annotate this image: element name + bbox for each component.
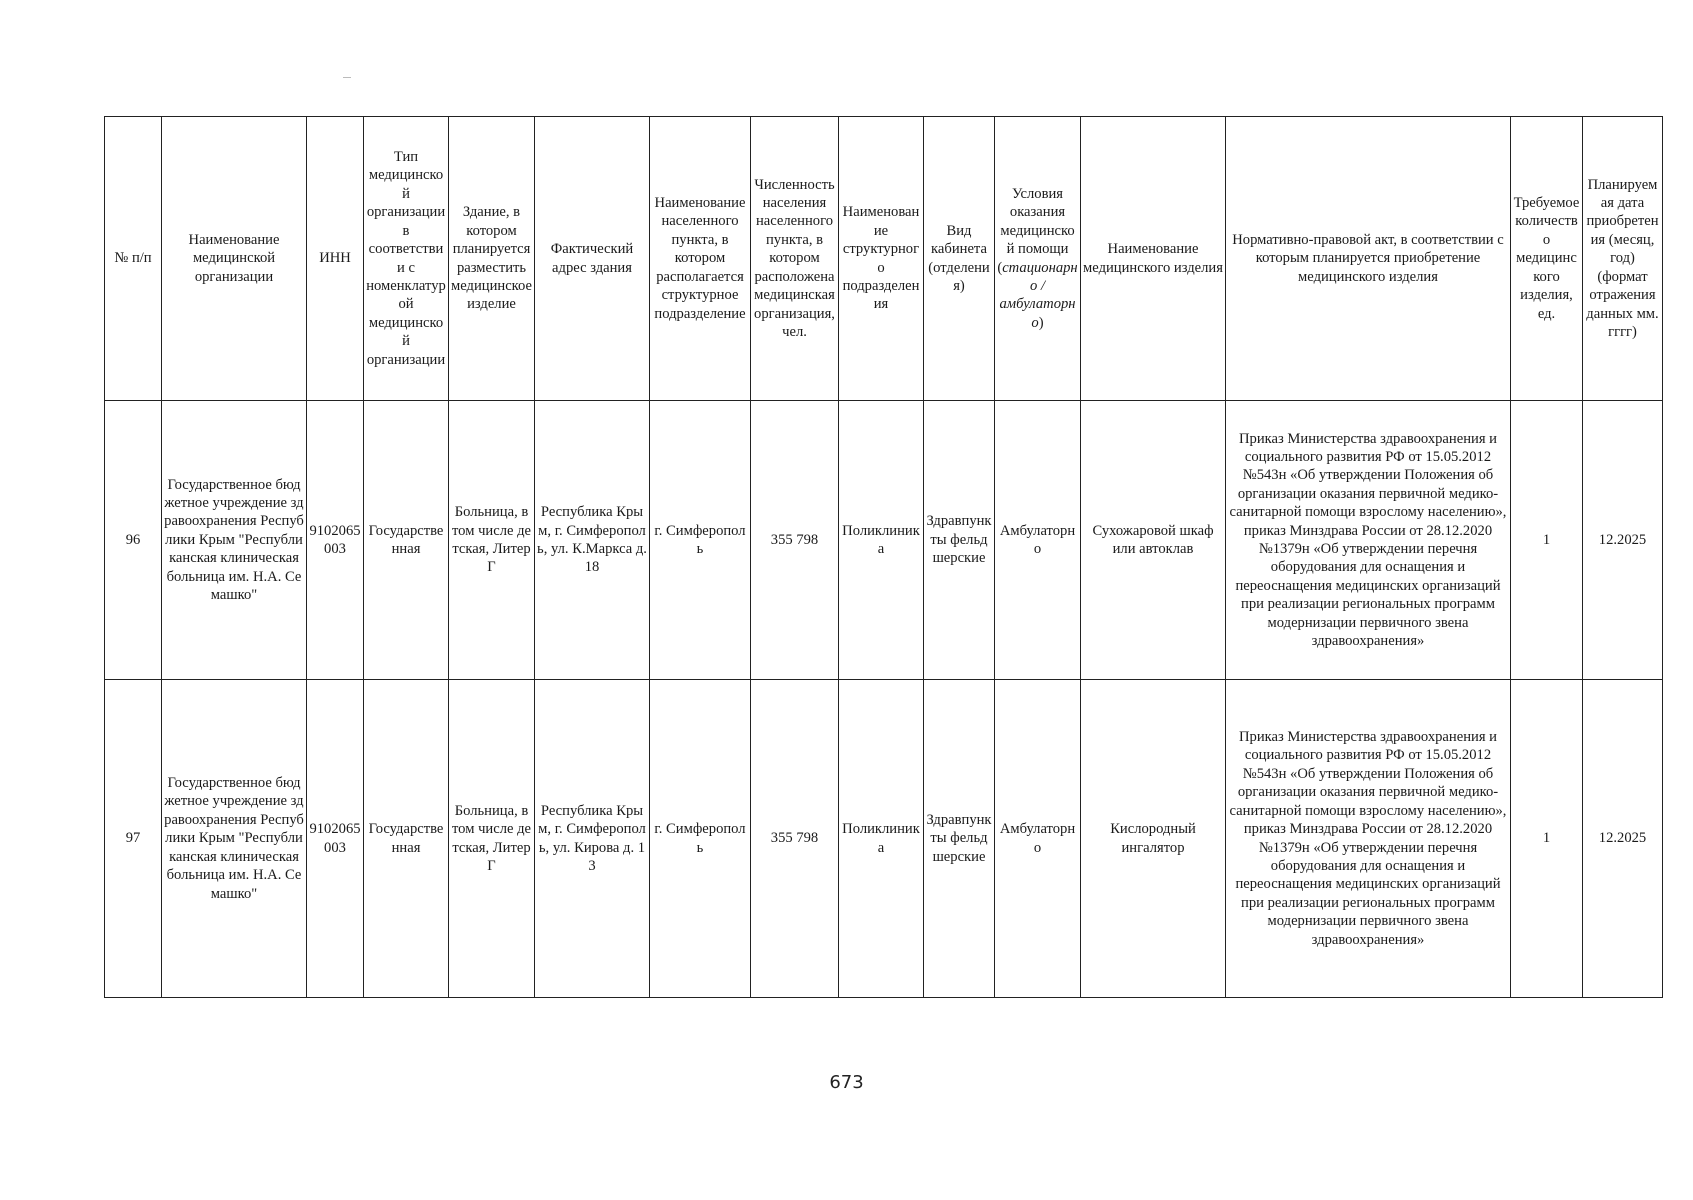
cell-address: Республика Крым, г. Симферополь, ул. К.Маркса д.18	[535, 401, 650, 680]
cell-subdivision: Поликлиника	[839, 401, 924, 680]
cell-date: 12.2025	[1583, 680, 1663, 998]
cell-settlement: г. Симферополь	[650, 401, 751, 680]
cell-device: Сухожаровой шкаф или автоклав	[1081, 401, 1226, 680]
cell-quantity: 1	[1511, 401, 1583, 680]
header-conditions	[995, 117, 1081, 401]
header-device: Наименование медицинского изделия	[1081, 117, 1226, 401]
cell-org-type: Государственная	[364, 680, 449, 998]
cell-address: Республика Крым, г. Симферополь, ул. Кирова д. 13	[535, 680, 650, 998]
header-conditions-italic: стационарно / амбулаторно	[999, 259, 1078, 331]
cell-org-name: Государственное бюджетное учреждение здравоохранения Республики Крым "Республиканская клиническая больница им. Н.А. Семашко"	[162, 401, 307, 680]
cell-cabinet: Здравпункты фельдшерские	[924, 680, 995, 998]
cell-cabinet: Здравпункты фельдшерские	[924, 401, 995, 680]
cell-building: Больница, в том числе детская, Литер Г	[449, 401, 535, 680]
header-org-type: Тип медицинской организации в соответствии с номенклатурой медицинской организации	[364, 117, 449, 401]
cell-org-type: Государственная	[364, 401, 449, 680]
cell-conditions: Амбулаторно	[995, 680, 1081, 998]
header-inn: ИНН	[307, 117, 364, 401]
header-num: № п/п	[105, 117, 162, 401]
cell-legal-act: Приказ Министерства здравоохранения и социального развития РФ от 15.05.2012 №543н «Об утверждении Положения об организации оказания первичной медико-санитарной помощи взрослому населению», приказ Минздрава России от 28.12.2020 №1379н «Об утверждении перечня оборудования для оснащения и переоснащения медицинских организаций при реализации региональных программ модернизации первичного звена здравоохранения»	[1226, 401, 1511, 680]
header-quantity: Требуемое количество медицинского изделия, ед.	[1511, 117, 1583, 401]
header-date: Планируемая дата приобретения (месяц, год) (формат отражения данных мм. гггг)	[1583, 117, 1663, 401]
cell-settlement: г. Симферополь	[650, 680, 751, 998]
header-conditions-post: )	[1038, 314, 1044, 331]
cell-device: Кислородный ингалятор	[1081, 680, 1226, 998]
cell-conditions: Амбулаторно	[995, 401, 1081, 680]
header-settlement: Наименование населенного пункта, в котором располагается структурное подразделение	[650, 117, 751, 401]
medical-equipment-table	[104, 116, 1663, 998]
cell-population: 355 798	[751, 401, 839, 680]
header-org-name: Наименование медицинской организации	[162, 117, 307, 401]
cell-num: 96	[105, 401, 162, 680]
cell-num: 97	[105, 680, 162, 998]
table-row	[105, 680, 1663, 998]
header-conditions-pre: Условия оказания медицинской помощи (	[997, 185, 1075, 276]
header-population: Численность населения населенного пункта, в котором расположена медицинская организация, чел.	[751, 117, 839, 401]
cell-legal-act: Приказ Министерства здравоохранения и социального развития РФ от 15.05.2012 №543н «Об утверждении Положения об организации оказания первичной медико-санитарной помощи взрослому населению», приказ Минздрава России от 28.12.2020 №1379н «Об утверждении перечня оборудования для оснащения и переоснащения медицинских организаций при реализации региональных программ модернизации первичного звена здравоохранения»	[1226, 680, 1511, 998]
header-cabinet: Вид кабинета (отделения)	[924, 117, 995, 401]
header-subdivision: Наименование структурного подразделения	[839, 117, 924, 401]
cell-quantity: 1	[1511, 680, 1583, 998]
header-building: Здание, в котором планируется разместить медицинское изделие	[449, 117, 535, 401]
header-row	[105, 117, 1663, 401]
header-legal-act: Нормативно-правовой акт, в соответствии с которым планируется приобретение медицинского изделия	[1226, 117, 1511, 401]
cell-inn: 9102065003	[307, 401, 364, 680]
cell-org-name: Государственное бюджетное учреждение здравоохранения Республики Крым "Республиканская клиническая больница им. Н.А. Семашко"	[162, 680, 307, 998]
table-row	[105, 401, 1663, 680]
document-table-container	[104, 116, 1662, 998]
cell-date: 12.2025	[1583, 401, 1663, 680]
header-address: Фактический адрес здания	[535, 117, 650, 401]
cell-subdivision: Поликлиника	[839, 680, 924, 998]
page-number: 673	[829, 1072, 864, 1093]
cell-population: 355 798	[751, 680, 839, 998]
stray-mark	[343, 77, 351, 78]
cell-inn: 9102065003	[307, 680, 364, 998]
cell-building: Больница, в том числе детская, Литер Г	[449, 680, 535, 998]
